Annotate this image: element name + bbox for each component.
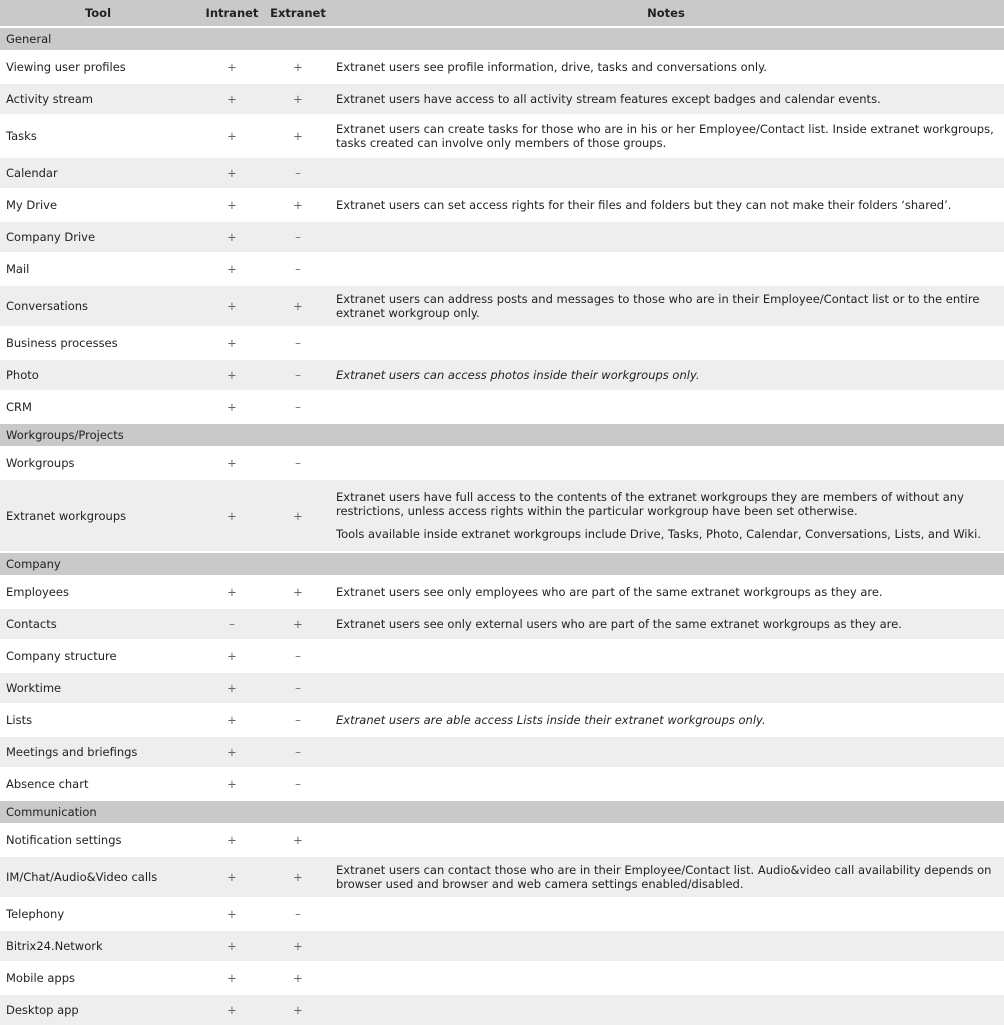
- extranet-access: –: [268, 358, 328, 390]
- notes-cell: [328, 735, 1004, 767]
- note-text: Extranet users are able access Lists inside their extranet workgroups only.: [336, 713, 766, 727]
- tool-name: Telephony: [0, 897, 196, 929]
- table-row: [0, 703, 1004, 735]
- tool-name: Photo: [0, 358, 196, 390]
- extranet-access: +: [268, 823, 328, 855]
- tool-name: My Drive: [0, 188, 196, 220]
- tool-name: Company Drive: [0, 220, 196, 252]
- note-text: Extranet users have access to all activity stream features except badges and calendar events.: [336, 92, 881, 106]
- section-header-row: [0, 799, 1004, 823]
- notes-cell: [328, 767, 1004, 799]
- section-title: General: [0, 26, 1004, 50]
- extranet-access: +: [268, 607, 328, 639]
- extranet-access: –: [268, 671, 328, 703]
- extranet-access: –: [268, 735, 328, 767]
- note-text: Extranet users see only employees who are part of the same extranet workgroups as they are.: [336, 585, 883, 599]
- intranet-access: +: [196, 156, 268, 188]
- notes-cell: [328, 390, 1004, 422]
- extranet-access: –: [268, 252, 328, 284]
- intranet-access: +: [196, 993, 268, 1025]
- note-text: Extranet users can create tasks for those who are in his or her Employee/Contact list. Inside extranet workgroups, tasks created can involve only members of those groups.: [336, 122, 994, 150]
- table-row: [0, 767, 1004, 799]
- tool-name: Employees: [0, 575, 196, 607]
- intranet-access: +: [196, 252, 268, 284]
- table-row: [0, 390, 1004, 422]
- notes-cell: [328, 284, 1004, 326]
- table-row: [0, 156, 1004, 188]
- intranet-access: +: [196, 897, 268, 929]
- tool-name: Activity stream: [0, 82, 196, 114]
- table-row: [0, 735, 1004, 767]
- section-title: Communication: [0, 799, 1004, 823]
- intranet-access: +: [196, 358, 268, 390]
- tool-name: Notification settings: [0, 823, 196, 855]
- extranet-access: +: [268, 50, 328, 82]
- table-row: [0, 252, 1004, 284]
- notes-cell: [328, 50, 1004, 82]
- tool-name: Extranet workgroups: [0, 478, 196, 551]
- table-row: [0, 82, 1004, 114]
- extranet-access: +: [268, 82, 328, 114]
- intranet-access: +: [196, 284, 268, 326]
- tool-name: Conversations: [0, 284, 196, 326]
- intranet-access: +: [196, 390, 268, 422]
- intranet-access: +: [196, 639, 268, 671]
- extranet-access: –: [268, 220, 328, 252]
- table-row: [0, 284, 1004, 326]
- table-row: [0, 897, 1004, 929]
- tool-name: CRM: [0, 390, 196, 422]
- table-row: [0, 575, 1004, 607]
- notes-cell: [328, 855, 1004, 897]
- note-text: Extranet users see profile information, drive, tasks and conversations only.: [336, 60, 767, 74]
- note-text: Extranet users have full access to the contents of the extranet workgroups they are members of without any restrictions, unless access rights within the particular workgroup have been set otherwise.: [336, 490, 964, 518]
- notes-cell: [328, 252, 1004, 284]
- extranet-access: +: [268, 478, 328, 551]
- extranet-access: –: [268, 767, 328, 799]
- intranet-access: +: [196, 855, 268, 897]
- intranet-access: –: [196, 607, 268, 639]
- table-row: [0, 478, 1004, 551]
- intranet-access: +: [196, 478, 268, 551]
- table-row: [0, 114, 1004, 156]
- intranet-access: +: [196, 114, 268, 156]
- extranet-access: –: [268, 639, 328, 671]
- note-text: Extranet users can contact those who are in their Employee/Contact list. Audio&video call availability depends on browser used and browser and web camera settings enabled/disabled.: [336, 863, 992, 891]
- note-text: Extranet users can set access rights for their files and folders but they can not make their folders ‘shared’.: [336, 198, 952, 212]
- table-row: [0, 823, 1004, 855]
- notes-cell: [328, 993, 1004, 1025]
- section-header-row: [0, 26, 1004, 50]
- tool-name: Contacts: [0, 607, 196, 639]
- tool-name: Worktime: [0, 671, 196, 703]
- header-intranet: Intranet: [196, 0, 268, 26]
- tool-name: IM/Chat/Audio&Video calls: [0, 855, 196, 897]
- tool-name: Mail: [0, 252, 196, 284]
- table-body: [0, 26, 1004, 1025]
- intranet-access: +: [196, 50, 268, 82]
- intranet-access: +: [196, 446, 268, 478]
- notes-cell: [328, 671, 1004, 703]
- tool-name: Tasks: [0, 114, 196, 156]
- header-extranet: Extranet: [268, 0, 328, 26]
- extranet-access: +: [268, 929, 328, 961]
- extranet-access: +: [268, 961, 328, 993]
- tool-name: Calendar: [0, 156, 196, 188]
- table-row: [0, 671, 1004, 703]
- note-text: Extranet users can address posts and messages to those who are in their Employee/Contact list or to the entire extranet workgroup only.: [336, 292, 980, 320]
- extranet-access: +: [268, 114, 328, 156]
- table-row: [0, 639, 1004, 671]
- table-row: [0, 961, 1004, 993]
- extranet-access: +: [268, 993, 328, 1025]
- table-row: [0, 326, 1004, 358]
- section-header-row: [0, 551, 1004, 575]
- note-text: Extranet users can access photos inside their workgroups only.: [336, 368, 700, 382]
- notes-cell: [328, 446, 1004, 478]
- extranet-access: –: [268, 703, 328, 735]
- notes-cell: [328, 114, 1004, 156]
- intranet-access: +: [196, 575, 268, 607]
- header-row: [0, 0, 1004, 26]
- extranet-access: –: [268, 390, 328, 422]
- tool-name: Absence chart: [0, 767, 196, 799]
- intranet-access: +: [196, 823, 268, 855]
- intranet-access: +: [196, 961, 268, 993]
- intranet-access: +: [196, 929, 268, 961]
- intranet-access: +: [196, 671, 268, 703]
- extranet-access: –: [268, 156, 328, 188]
- notes-cell: [328, 823, 1004, 855]
- notes-cell: [328, 220, 1004, 252]
- intranet-access: +: [196, 188, 268, 220]
- notes-cell: [328, 703, 1004, 735]
- extranet-access: +: [268, 188, 328, 220]
- section-header-row: [0, 422, 1004, 446]
- tool-name: Viewing user profiles: [0, 50, 196, 82]
- table-row: [0, 358, 1004, 390]
- tool-name: Company structure: [0, 639, 196, 671]
- notes-cell: [328, 478, 1004, 551]
- notes-cell: [328, 358, 1004, 390]
- tool-name: Bitrix24.Network: [0, 929, 196, 961]
- tool-name: Mobile apps: [0, 961, 196, 993]
- table-row: [0, 993, 1004, 1025]
- notes-cell: [328, 156, 1004, 188]
- section-title: Company: [0, 551, 1004, 575]
- extranet-access: +: [268, 284, 328, 326]
- notes-cell: [328, 188, 1004, 220]
- tool-name: Meetings and briefings: [0, 735, 196, 767]
- header-notes: Notes: [328, 0, 1004, 26]
- table-row: [0, 929, 1004, 961]
- extranet-access: +: [268, 575, 328, 607]
- notes-cell: [328, 639, 1004, 671]
- intranet-access: +: [196, 767, 268, 799]
- notes-cell: [328, 929, 1004, 961]
- table-row: [0, 446, 1004, 478]
- table-row: [0, 220, 1004, 252]
- table-row: [0, 855, 1004, 897]
- notes-cell: [328, 897, 1004, 929]
- extranet-access: +: [268, 855, 328, 897]
- table-row: [0, 607, 1004, 639]
- section-title: Workgroups/Projects: [0, 422, 1004, 446]
- notes-cell: [328, 575, 1004, 607]
- header-tool: Tool: [0, 0, 196, 26]
- tool-name: Business processes: [0, 326, 196, 358]
- intranet-access: +: [196, 220, 268, 252]
- extranet-access: –: [268, 326, 328, 358]
- table-row: [0, 50, 1004, 82]
- table-row: [0, 188, 1004, 220]
- note-text: Tools available inside extranet workgroups include Drive, Tasks, Photo, Calendar, Conversations, Lists, and Wiki.: [336, 527, 982, 541]
- tool-name: Desktop app: [0, 993, 196, 1025]
- tool-name: Lists: [0, 703, 196, 735]
- intranet-access: +: [196, 703, 268, 735]
- notes-cell: [328, 607, 1004, 639]
- intranet-access: +: [196, 735, 268, 767]
- notes-cell: [328, 326, 1004, 358]
- tool-name: Workgroups: [0, 446, 196, 478]
- extranet-access: –: [268, 446, 328, 478]
- intranet-access: +: [196, 82, 268, 114]
- extranet-access: –: [268, 897, 328, 929]
- intranet-access: +: [196, 326, 268, 358]
- notes-cell: [328, 82, 1004, 114]
- notes-cell: [328, 961, 1004, 993]
- note-text: Extranet users see only external users who are part of the same extranet workgroups as they are.: [336, 617, 902, 631]
